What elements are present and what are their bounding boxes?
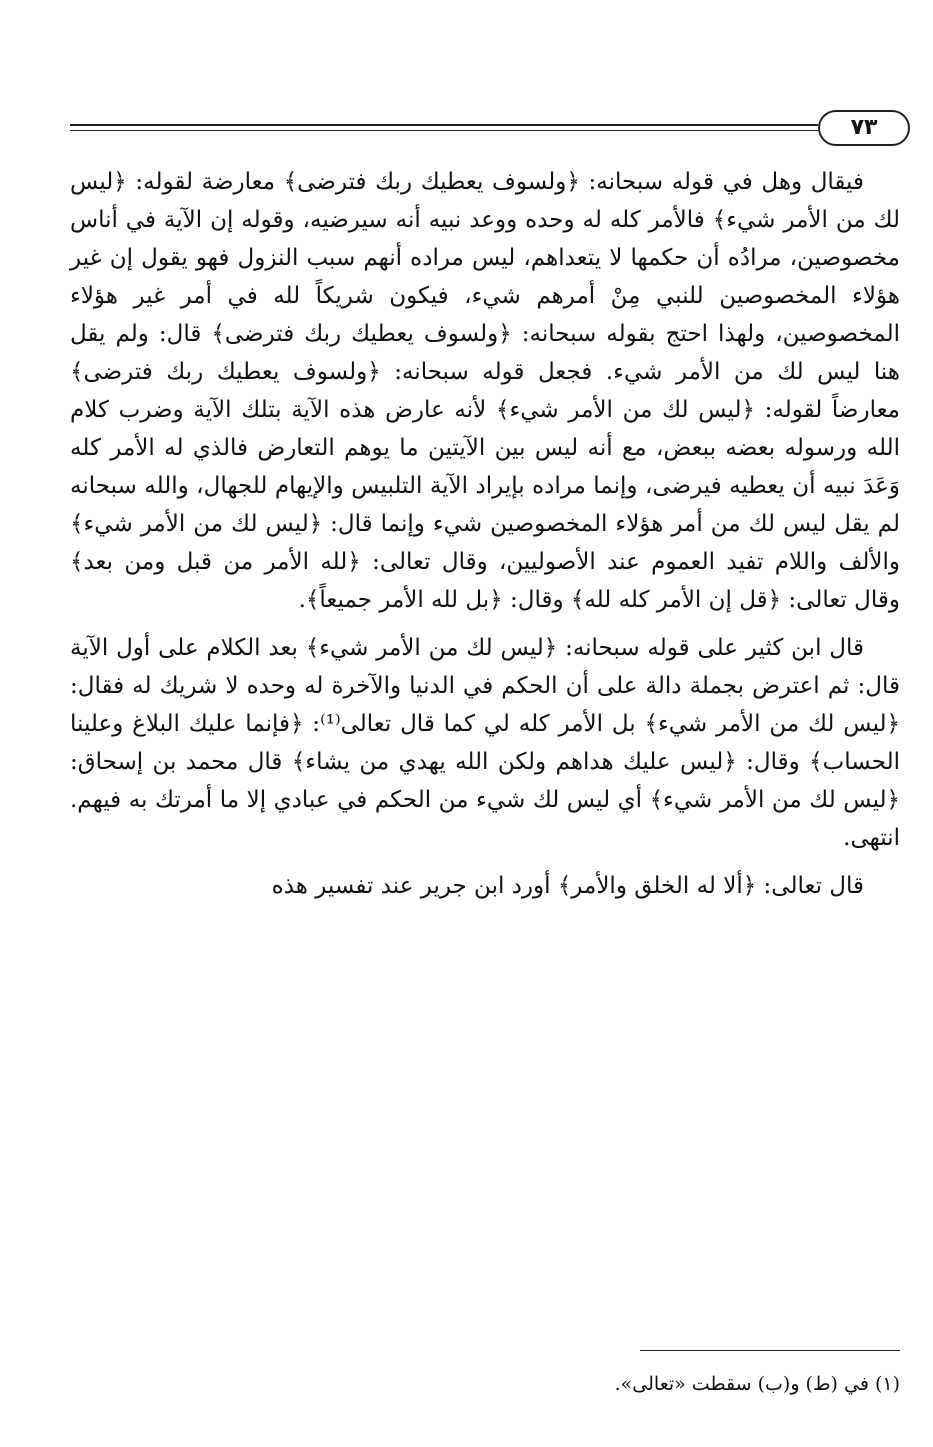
paragraph: قال تعالى: ﴿ألا له الخلق والأمر﴾ أورد ابن جرير عند تفسير هذه [271, 873, 864, 899]
header-rule-thin [70, 130, 818, 131]
paragraph: قال ابن كثير على قوله سبحانه: ﴿ليس لك من الأمر شيء﴾ بعد الكلام على أول الآية قال: ثم اعترض بجملة دالة على أن الحكم في الدنيا والآخرة له وحده لا شريك له فقال: ﴿ليس لك من الأمر شيء﴾ بل الأمر كله لي كما قال تعالى⁽¹⁾: ﴿فإنما عليك البلاغ وعلينا الحساب﴾ وقال: ﴿ليس عليك هداهم ولكن الله يهدي من يشاء﴾ قال محمد بن إسحاق: ﴿ليس لك من الأمر شيء﴾ أي ليس لك شيء من الحكم في عبادي إلا ما أمرتك به فيهم. انتهى. [70, 635, 901, 851]
footnote: (١) في (ط) و(ب) سقطت «تعالى». [614, 1373, 900, 1395]
footnotes [70, 1350, 900, 1399]
page-header [70, 110, 910, 150]
footnote-rule [640, 1350, 900, 1351]
page-number: ٧٣ [818, 110, 910, 146]
paragraph: فيقال وهل في قوله سبحانه: ﴿ولسوف يعطيك ربك فترضى﴾ معارضة لقوله: ﴿ليس لك من الأمر شيء﴾ فالأمر كله له وحده ووعد نبيه أنه سيرضيه، وقوله إن الآية في أناس مخصوصين، مرادُه أن حكمها لا يتعداهم، ليس مراده أنهم سبب النزول فهو يقول إن غير هؤلاء المخصوصين للنبي مِنْ أمرهم شيء، فيكون شريكاً لله في أمر غير هؤلاء المخصوصين، ولهذا احتج بقوله سبحانه: ﴿ولسوف يعطيك ربك فترضى﴾ قال: ولم يقل هنا ليس لك من الأمر شيء. فجعل قوله سبحانه: ﴿ولسوف يعطيك ربك فترضى﴾ معارضاً لقوله: ﴿ليس لك من الأمر شيء﴾ لأنه عارض هذه الآية بتلك الآية وضرب كلام الله ورسوله بعضه ببعض، مع أنه ليس بين الآيتين ما يوهم التعارض فالذي له الأمر كله وَعَدَ نبيه أن يعطيه فيرضى، وإنما مراده بإيراد الآية التلبيس والإيهام للجهال، والله سبحانه لم يقل ليس لك من أمر هؤلاء المخصوصين شيء وإنما قال: ﴿ليس لك من الأمر شيء﴾ والألف واللام تفيد العموم عند الأصوليين، وقال تعالى: ﴿لله الأمر من قبل ومن بعد﴾ وقال تعالى: ﴿قل إن الأمر كله لله﴾ وقال: ﴿بل لله الأمر جميعاً﴾. [70, 169, 900, 613]
main-text [70, 163, 900, 915]
header-rule [70, 124, 818, 126]
